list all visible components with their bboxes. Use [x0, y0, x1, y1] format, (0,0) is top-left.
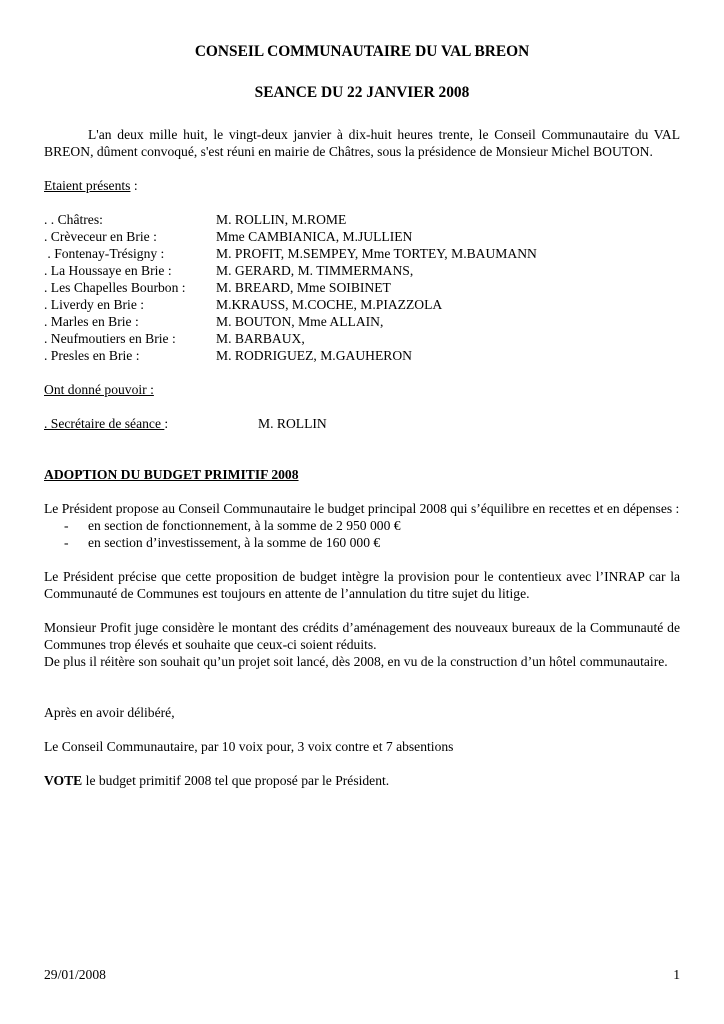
commune-name: . Les Chapelles Bourbon :: [44, 280, 186, 295]
budget-proposal-paragraph: Le Président propose au Conseil Communautaire le budget principal 2008 qui s’équilibre en recettes et en dépenses :: [44, 501, 680, 516]
member-row: [44, 279, 680, 296]
member-names: M.KRAUSS, M.COCHE, M.PIAZZOLA: [216, 297, 443, 312]
member-names: M. GERARD, M. TIMMERMANS,: [216, 263, 414, 278]
budget-item-text: en section de fonctionnement, à la somme de 2 950 000 €: [88, 518, 401, 533]
session-date-title: SEANCE DU 22 JANVIER 2008: [254, 84, 470, 101]
list-dash: -: [64, 535, 69, 550]
pouvoir-label: Ont donné pouvoir :: [44, 382, 154, 397]
commune-name: . La Houssaye en Brie :: [44, 263, 172, 278]
member-names: M. ROLLIN, M.ROME: [216, 212, 347, 227]
commune-name: . Neufmoutiers en Brie :: [44, 331, 176, 346]
commune-name: . Marles en Brie :: [44, 314, 139, 329]
commune-name: . Liverdy en Brie :: [44, 297, 145, 312]
vote-word: VOTE: [44, 773, 83, 788]
member-names: M. PROFIT, M.SEMPEY, Mme TORTEY, M.BAUMANN: [216, 246, 537, 261]
budget-item: [64, 517, 680, 534]
profit-remark-paragraph: Monsieur Profit juge considère le montant des crédits d’aménagement des nouveaux bureaux de la Communauté de Communes trop élevés et souhaite que ceux-ci soient réduits.: [44, 620, 680, 652]
member-row: [44, 245, 680, 262]
secretary-name: M. ROLLIN: [258, 416, 327, 431]
commune-name: . Fontenay-Trésigny :: [44, 246, 165, 261]
intro-paragraph: L'an deux mille huit, le vingt-deux janvier à dix-huit heures trente, le Conseil Communautaire du VAL BREON, dûment convoqué, s'est réuni en mairie de Châtres, sous la présidence de Monsieur Michel BOUTON.: [44, 127, 680, 159]
section-title: ADOPTION DU BUDGET PRIMITIF 2008: [44, 467, 299, 482]
member-names: Mme CAMBIANICA, M.JULLIEN: [216, 229, 413, 244]
presents-label: Etaient présents: [44, 178, 131, 193]
member-names: M. BOUTON, Mme ALLAIN,: [216, 314, 384, 329]
member-row: [44, 211, 680, 228]
footer-date: 29/01/2008: [44, 967, 106, 982]
spacer: [44, 670, 680, 687]
member-row: [44, 347, 680, 364]
vote-text: le budget primitif 2008 tel que proposé par le Président.: [82, 773, 390, 788]
member-row: [44, 330, 680, 347]
pouvoir-heading: [44, 381, 680, 398]
member-names: M. RODRIGUEZ, M.GAUHERON: [216, 348, 412, 363]
vote-count-paragraph: Le Conseil Communautaire, par 10 voix pour, 3 voix contre et 7 absentions: [44, 739, 454, 754]
presents-label-suffix: :: [130, 178, 138, 193]
secretary-label-suffix: :: [164, 416, 169, 431]
member-row: [44, 262, 680, 279]
vote-paragraph: [44, 772, 680, 789]
list-dash: -: [64, 518, 69, 533]
document-title: CONSEIL COMMUNAUTAIRE DU VAL BREON: [194, 43, 530, 60]
page-number: 1: [673, 967, 680, 982]
commune-name: . Presles en Brie :: [44, 348, 140, 363]
document-page: [44, 42, 680, 789]
members-list: [44, 211, 680, 364]
member-row: [44, 228, 680, 245]
secretary-line: [44, 415, 680, 432]
page-footer: [44, 966, 680, 983]
member-names: M. BREARD, Mme SOIBINET: [216, 280, 391, 295]
budget-item-text: en section d’investissement, à la somme de 160 000 €: [88, 535, 381, 550]
budget-list: [44, 517, 680, 551]
commune-name: . Crèveceur en Brie :: [44, 229, 157, 244]
member-row: [44, 313, 680, 330]
commune-name: . . Châtres:: [44, 212, 103, 227]
hotel-project-paragraph: De plus il réitère son souhait qu’un projet soit lancé, dès 2008, en vu de la construction d’un hôtel communautaire.: [44, 654, 668, 669]
secretary-label-group: [44, 415, 258, 432]
secretary-label: . Secrétaire de séance: [44, 416, 165, 431]
member-names: M. BARBAUX,: [216, 331, 305, 346]
provision-paragraph: Le Président précise que cette proposition de budget intègre la provision pour le contentieux avec l’INRAP car la Communauté de Communes est toujours en attente de l’annulation du titre sujet du litige.: [44, 569, 680, 601]
member-row: [44, 296, 680, 313]
deliberation-paragraph: Après en avoir délibéré,: [44, 705, 175, 720]
presents-heading: [44, 177, 680, 194]
budget-item: [64, 534, 680, 551]
